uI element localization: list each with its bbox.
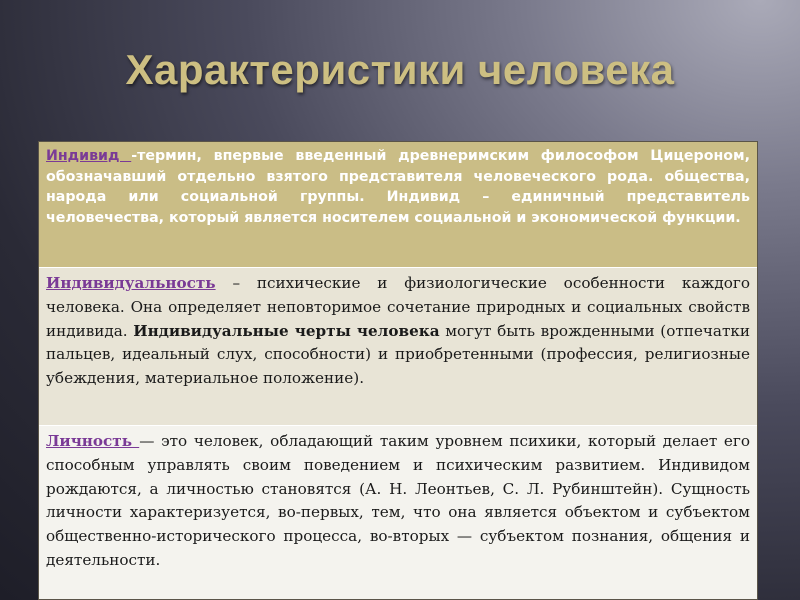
definition-row-individual: [39, 142, 757, 267]
definition-personality: — это человек, обладающий таким уровнем психики, который делает его способным управлять своим поведением и психическим развитием. Индивидом рождаются, а личностью становятся (А. Н. Леонтьев, С. Л. Рубинштейн). Сущность личности характеризуется, во-первых, тем, что она является объектом и субъектом общественно-исторического процесса, во-вторых — субъектом познания, общения и деятельности.: [46, 432, 751, 569]
definition-individuality-part2: могут быть врожденными (отпечатки пальцев, идеальный слух, способности) и приобретенными (профессия, религиозные убеждения, материальное положение).: [46, 321, 751, 388]
definition-individuality-bold: Индивидуальные черты человека: [133, 321, 440, 340]
definition-row-individuality: [39, 267, 757, 425]
slide-title: Характеристики человека: [125, 46, 675, 93]
term-individual: Индивид: [46, 148, 132, 164]
definition-individual: -термин, впервые введенный древнеримским философом Цицероном, обозначавший отдельно взятого представителя человеческого рода. общества, народа или социальной группы. Индивид – единичный представитель человечества, который является носителем социальной и экономической функции.: [46, 148, 750, 227]
definition-individuality-part1: – психические и физиологические особенности каждого человека. Она определяет неповторимое сочетание природных и социальных свойств индивида.: [46, 274, 750, 340]
term-individuality: Индивидуальность: [46, 274, 216, 292]
definitions-table: [38, 141, 758, 600]
definition-row-personality: [39, 425, 757, 600]
term-personality: Личность: [46, 432, 140, 450]
